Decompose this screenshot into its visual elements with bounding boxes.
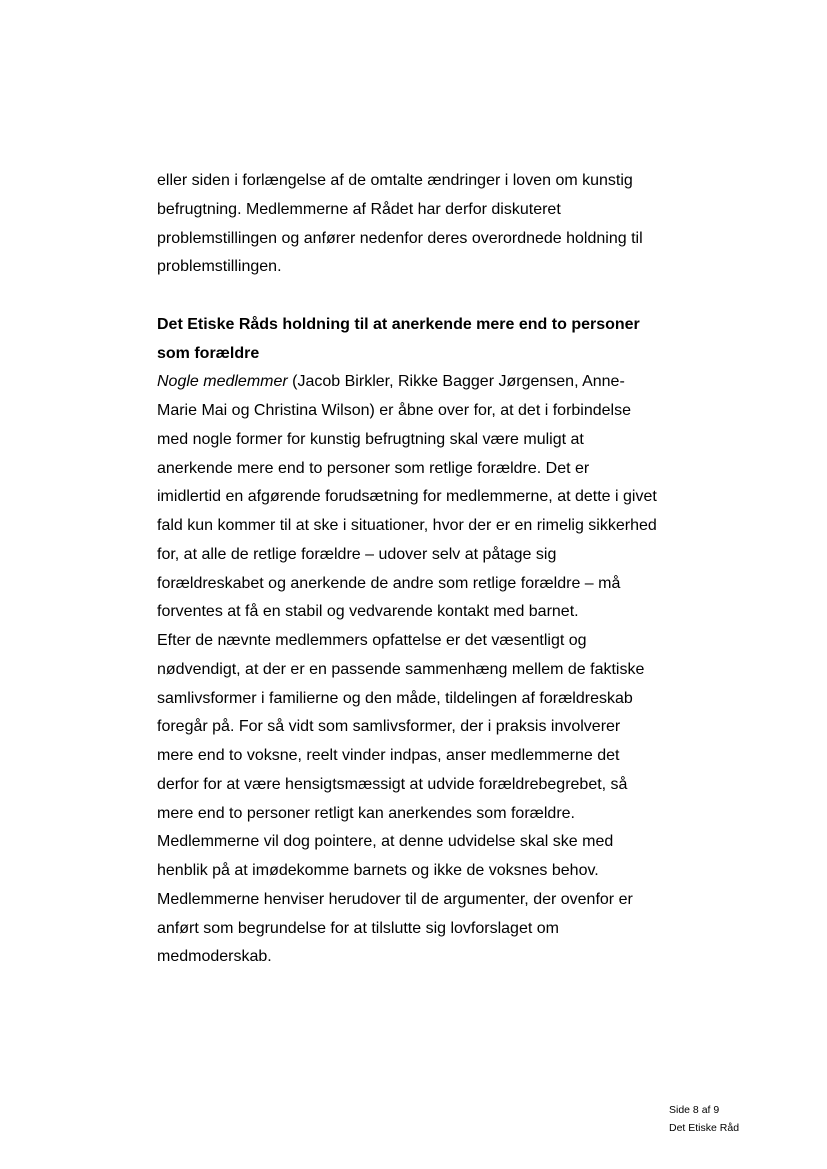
paragraph-spacer [157,282,657,311]
document-body [157,167,657,972]
paragraph-some-members-text: (Jacob Birkler, Rikke Bagger Jørgensen, Anne-Marie Mai og Christina Wilson) er åbne over for, at det i forbindelse med nogle former for kunstig befrugtning skal være muligt at anerkende mere end to personer som retlige forældre. Det er imidlertid en afgørende forudsætning for medlemmerne, at dette i givet fald kun kommer til at ske i situationer, hvor der er en rimelig sikkerhed for, at alle de retlige forældre – udover selv at påtage sig forældreskabet og anerkende de andre som retlige forældre – må forventes at få en stabil og vedvarende kontakt med barnet. [157,373,657,621]
page-footer [669,1101,739,1137]
page-number: Side 8 af 9 [669,1104,720,1116]
section-heading: Det Etiske Råds holdning til at anerkende mere end to personer som forældre [157,315,640,362]
paragraph-members-opinion: Efter de nævnte medlemmers opfattelse er det væsentligt og nødvendigt, at der er en passende sammenhæng mellem de faktiske samlivsformer i familierne og den måde, tildelingen af forældreskab foregår på. For så vidt som samlivsformer, der i praksis involverer mere end to voksne, reelt vinder indpas, anser medlemmerne det derfor for at være hensigtsmæssigt at udvide forældrebegrebet, så mere end to personer retligt kan anerkendes som forældre. Medlemmerne vil dog pointere, at denne udvidelse skal ske med henblik på at imødekomme barnets og ikke de voksnes behov. Medlemmerne henviser herudover til de argumenter, der ovenfor er anført som begrundelse for at tilslutte sig lovforslaget om medmoderskab. [157,632,645,966]
paragraph-some-members [157,368,657,627]
paragraph-intro: eller siden i forlængelse af de omtalte ændringer i loven om kunstig befrugtning. Medlemmerne af Rådet har derfor diskuteret problemstillingen og anfører nedenfor deres overordnede holdning til problemstillingen. [157,172,643,276]
emphasis-some-members: Nogle medlemmer [157,373,288,391]
footer-organization: Det Etiske Råd [669,1122,740,1134]
